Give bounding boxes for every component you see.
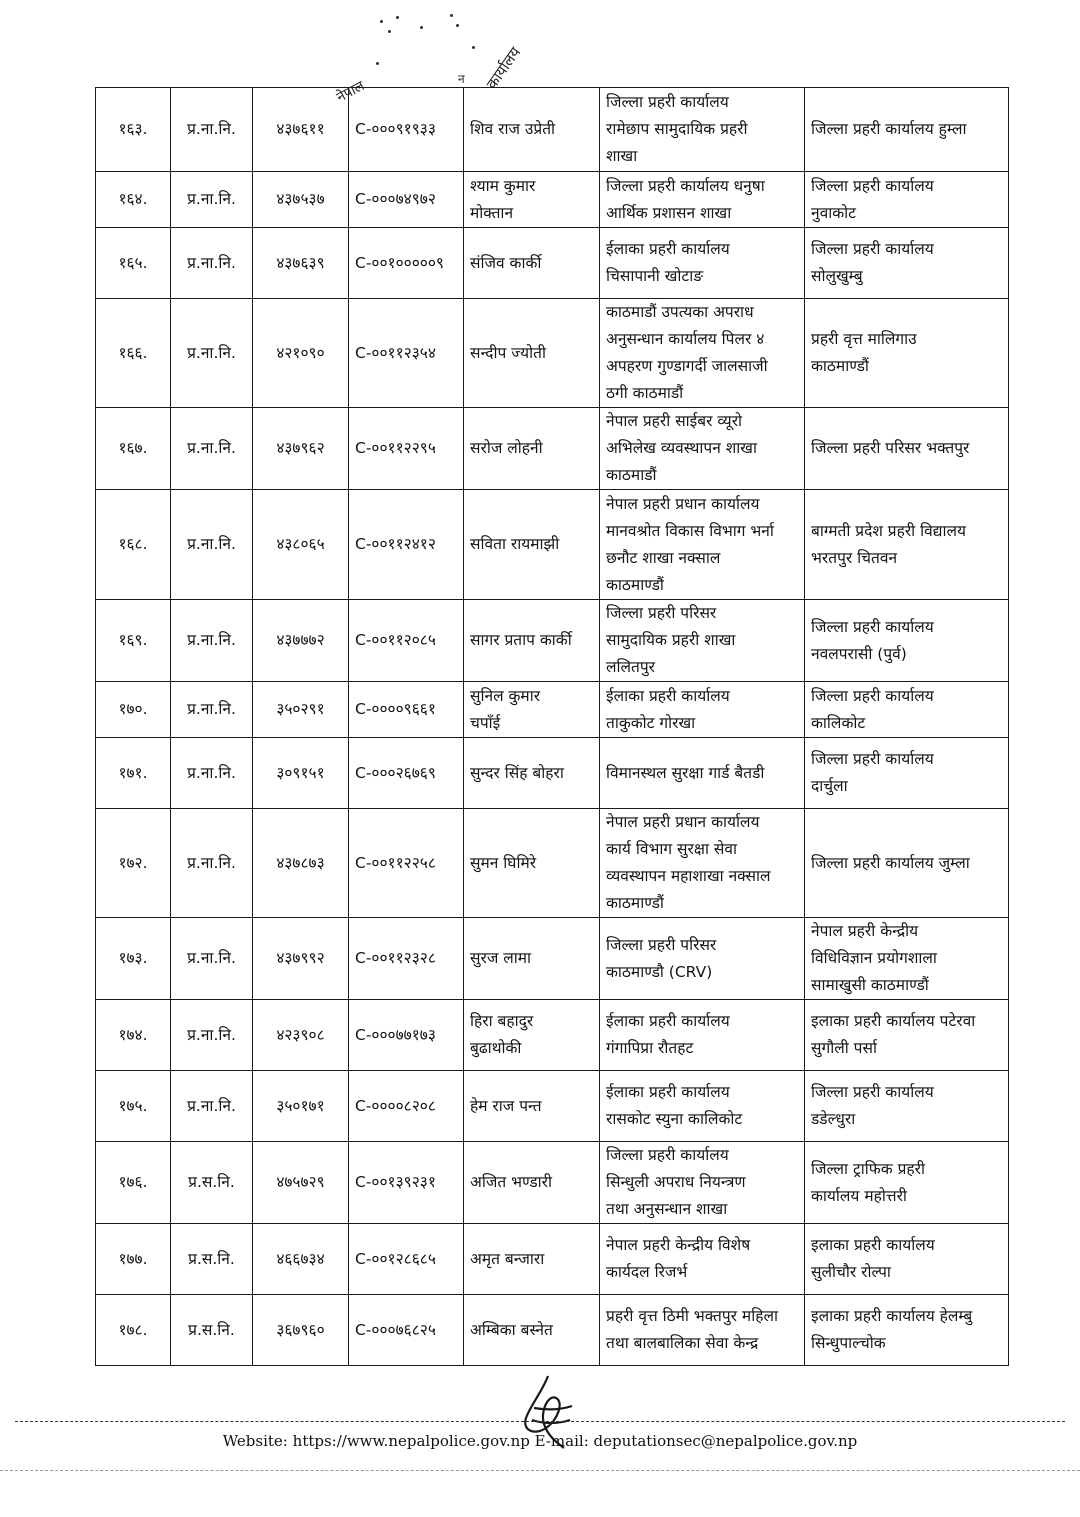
badge-number-cell: ४३७६११ <box>253 88 349 172</box>
serial-number-cell: १७२. <box>96 809 171 918</box>
new-office-cell-line: सोलुखुम्बु <box>811 267 863 285</box>
code-number-cell: C-००११२३५४ <box>349 299 464 408</box>
current-office-cell-line: प्रहरी वृत्त ठिमी भक्तपुर महिला <box>606 1307 778 1325</box>
current-office-cell-line: काठमाण्डौ (CRV) <box>606 962 713 981</box>
current-office-cell <box>600 88 805 172</box>
current-office-cell-line: ईलाका प्रहरी कार्यालय <box>606 240 730 258</box>
current-office-cell-line: छनौट शाखा नक्साल <box>606 548 721 567</box>
new-office-cell <box>805 1000 1009 1071</box>
name-cell <box>464 682 600 738</box>
new-office-cell-line: नेपाल प्रहरी केन्द्रीय <box>811 922 919 940</box>
new-office-cell <box>805 918 1009 1000</box>
rank-cell: प्र.ना.नि. <box>171 172 253 228</box>
new-office-cell <box>805 408 1009 490</box>
current-office-cell-line: गंगापिप्रा रौतहट <box>606 1039 694 1057</box>
stamp-text-mid: न <box>458 72 465 86</box>
website-link[interactable]: https://www.nepalpolice.gov.np <box>292 1432 530 1450</box>
code-number-cell: C-००१०००००९ <box>349 228 464 299</box>
name-cell-line: अम्बिका बस्नेत <box>470 1320 553 1339</box>
current-office-cell-line: काठमाण्डौं <box>606 575 664 594</box>
current-office-cell-line: जिल्ला प्रहरी कार्यालय धनुषा <box>606 176 765 195</box>
badge-number-cell: ४६६७३४ <box>253 1224 349 1295</box>
current-office-cell-line: तथा बालबालिका सेवा केन्द्र <box>606 1334 759 1352</box>
current-office-cell-line: ठगी काठमाडौं <box>606 384 684 402</box>
code-number-cell: C-००११२४१२ <box>349 490 464 600</box>
current-office-cell <box>600 1000 805 1071</box>
current-office-cell-line: चिसापानी खोटाङ <box>606 267 704 285</box>
new-office-cell <box>805 228 1009 299</box>
code-number-cell: C-००००९६६१ <box>349 682 464 738</box>
new-office-cell-line: नुवाकोट <box>811 203 856 222</box>
rank-cell: प्र.स.नि. <box>171 1142 253 1224</box>
table-row <box>96 299 1009 408</box>
serial-number-cell: १६३. <box>96 88 171 172</box>
code-number-cell: C-०००७७१७३ <box>349 1000 464 1071</box>
new-office-cell-line: इलाका प्रहरी कार्यालय <box>811 1236 935 1254</box>
new-office-cell-line: कालिकोट <box>811 713 866 732</box>
serial-number-cell: १६६. <box>96 299 171 408</box>
rank-cell: प्र.ना.नि. <box>171 738 253 809</box>
name-cell <box>464 1224 600 1295</box>
current-office-cell <box>600 408 805 490</box>
current-office-cell-line: तथा अनुसन्धान शाखा <box>606 1200 728 1218</box>
new-office-cell-line: जिल्ला प्रहरी कार्यालय जुम्ला <box>811 853 970 872</box>
badge-number-cell: ३५०२९१ <box>253 682 349 738</box>
badge-number-cell: ४२१०९० <box>253 299 349 408</box>
table-row <box>96 682 1009 738</box>
current-office-cell <box>600 1142 805 1224</box>
current-office-cell <box>600 738 805 809</box>
current-office-cell-line: ईलाका प्रहरी कार्यालय <box>606 1012 730 1030</box>
name-cell-line: श्याम कुमार <box>470 176 536 195</box>
new-office-cell <box>805 88 1009 172</box>
new-office-cell-line: कार्यालय महोत्तरी <box>811 1186 907 1205</box>
name-cell <box>464 228 600 299</box>
badge-number-cell: ३६७९६० <box>253 1295 349 1366</box>
serial-number-cell: १७०. <box>96 682 171 738</box>
current-office-cell-line: सामुदायिक प्रहरी शाखा <box>606 631 736 649</box>
name-cell <box>464 490 600 600</box>
current-office-cell <box>600 918 805 1000</box>
new-office-cell-line: काठमाण्डौं <box>811 357 869 375</box>
new-office-cell-line: भरतपुर चितवन <box>811 548 898 567</box>
current-office-cell-line: अभिलेख व्यवस्थापन शाखा <box>606 439 757 457</box>
name-cell <box>464 1000 600 1071</box>
new-office-cell-line: नवलपरासी (पुर्व) <box>811 644 907 663</box>
rank-cell: प्र.ना.नि. <box>171 918 253 1000</box>
current-office-cell <box>600 1295 805 1366</box>
badge-number-cell: ४२३९०८ <box>253 1000 349 1071</box>
new-office-cell-line: डडेल्धुरा <box>811 1110 856 1128</box>
name-cell-line: सुनिल कुमार <box>470 686 541 705</box>
rank-cell: प्र.ना.नि. <box>171 682 253 738</box>
current-office-cell-line: नेपाल प्रहरी प्रधान कार्यालय <box>606 813 760 831</box>
name-cell <box>464 1295 600 1366</box>
new-office-cell <box>805 809 1009 918</box>
table-row <box>96 1071 1009 1142</box>
name-cell-line: सागर प्रताप कार्की <box>470 631 572 649</box>
current-office-cell-line: रासकोट स्युना कालिकोट <box>606 1110 743 1128</box>
name-cell <box>464 918 600 1000</box>
current-office-cell <box>600 172 805 228</box>
new-office-cell-line: जिल्ला ट्राफिक प्रहरी <box>811 1159 925 1178</box>
name-cell <box>464 88 600 172</box>
new-office-cell-line: जिल्ला प्रहरी कार्यालय <box>811 1083 934 1101</box>
new-office-cell-line: जिल्ला प्रहरी कार्यालय <box>811 750 934 768</box>
badge-number-cell: ४७५७२९ <box>253 1142 349 1224</box>
current-office-cell-line: मानवश्रोत विकास विभाग भर्ना <box>606 521 774 540</box>
new-office-cell-line: जिल्ला प्रहरी कार्यालय हुम्ला <box>811 120 967 138</box>
code-number-cell: C-००१२८६८५ <box>349 1224 464 1295</box>
new-office-cell-line: विधिविज्ञान प्रयोगशाला <box>811 949 937 967</box>
new-office-cell-line: इलाका प्रहरी कार्यालय पटेरवा <box>811 1012 976 1030</box>
name-cell-line: सुरज लामा <box>470 949 532 967</box>
current-office-cell <box>600 809 805 918</box>
new-office-cell-line: सिन्धुपाल्चोक <box>811 1334 886 1352</box>
name-cell-line: चपाँई <box>470 713 501 732</box>
new-office-cell <box>805 738 1009 809</box>
table-row <box>96 1142 1009 1224</box>
badge-number-cell: ४३७७७२ <box>253 600 349 682</box>
footer <box>0 1432 1080 1450</box>
code-number-cell: C-००११२०८५ <box>349 600 464 682</box>
current-office-cell-line: काठमाडौं उपत्यका अपराध <box>606 303 754 321</box>
new-office-cell-line: सुलीचौर रोल्पा <box>811 1263 891 1281</box>
badge-number-cell: ३०९१५१ <box>253 738 349 809</box>
name-cell-line: संजिव कार्की <box>470 253 542 272</box>
current-office-cell-line: ललितपुर <box>606 658 656 676</box>
current-office-cell <box>600 490 805 600</box>
code-number-cell: C-००११२३२८ <box>349 918 464 1000</box>
current-office-cell-line: कार्यदल रिजर्भ <box>606 1263 688 1281</box>
current-office-cell-line: जिल्ला प्रहरी कार्यालय <box>606 1146 729 1164</box>
name-cell-line: हिरा बहादुर <box>470 1012 534 1030</box>
rank-cell: प्र.ना.नि. <box>171 228 253 299</box>
new-office-cell-line: बाग्मती प्रदेश प्रहरी विद्यालय <box>811 521 967 540</box>
current-office-cell <box>600 299 805 408</box>
badge-number-cell: ४३७८७३ <box>253 809 349 918</box>
new-office-cell <box>805 600 1009 682</box>
badge-number-cell: ४३८०६५ <box>253 490 349 600</box>
name-cell-line: सुमन घिमिरे <box>470 853 537 872</box>
table-row <box>96 809 1009 918</box>
new-office-cell-line: दार्चुला <box>811 777 848 795</box>
new-office-cell <box>805 1142 1009 1224</box>
current-office-cell-line: काठमाडौं <box>606 466 657 484</box>
badge-number-cell: ४३७९९२ <box>253 918 349 1000</box>
rank-cell: प्र.ना.नि. <box>171 809 253 918</box>
stamp-text-right: कार्यालय <box>482 43 525 93</box>
code-number-cell: C-००११२२५८ <box>349 809 464 918</box>
current-office-cell <box>600 1071 805 1142</box>
name-cell-line: सुन्दर सिंह बोहरा <box>470 763 564 782</box>
current-office-cell-line: कार्य विभाग सुरक्षा सेवा <box>606 840 738 858</box>
current-office-cell-line: ईलाका प्रहरी कार्यालय <box>606 1083 730 1101</box>
new-office-cell-line: जिल्ला प्रहरी परिसर भक्तपुर <box>811 439 970 457</box>
code-number-cell: C-०००२६७६९ <box>349 738 464 809</box>
current-office-cell-line: नेपाल प्रहरी प्रधान कार्यालय <box>606 494 760 513</box>
email-link[interactable]: deputationsec@nepalpolice.gov.np <box>593 1432 858 1450</box>
current-office-cell-line: जिल्ला प्रहरी परिसर <box>606 935 717 954</box>
serial-number-cell: १७६. <box>96 1142 171 1224</box>
current-office-cell <box>600 1224 805 1295</box>
name-cell-line: मोक्तान <box>470 203 514 222</box>
badge-number-cell: ३५०१७१ <box>253 1071 349 1142</box>
current-office-cell-line: ईलाका प्रहरी कार्यालय <box>606 686 730 705</box>
name-cell-line: शिव राज उप्रेती <box>470 120 556 138</box>
current-office-cell-line: रामेछाप सामुदायिक प्रहरी <box>606 120 748 138</box>
current-office-cell-line: सिन्धुली अपराध नियन्त्रण <box>606 1173 746 1191</box>
name-cell <box>464 172 600 228</box>
badge-number-cell: ४३७९६२ <box>253 408 349 490</box>
stamp-text-top: नेपाल <box>334 78 368 106</box>
serial-number-cell: १७८. <box>96 1295 171 1366</box>
current-office-cell-line: ताकुकोट गोरखा <box>606 713 696 732</box>
current-office-cell-line: नेपाल प्रहरी केन्द्रीय विशेष <box>606 1236 751 1254</box>
serial-number-cell: १६७. <box>96 408 171 490</box>
serial-number-cell: १७४. <box>96 1000 171 1071</box>
table-row <box>96 88 1009 172</box>
current-office-cell-line: जिल्ला प्रहरी परिसर <box>606 604 717 622</box>
current-office-cell <box>600 600 805 682</box>
new-office-cell <box>805 299 1009 408</box>
rank-cell: प्र.ना.नि. <box>171 88 253 172</box>
name-cell <box>464 1071 600 1142</box>
new-office-cell-line: जिल्ला प्रहरी कार्यालय <box>811 617 934 636</box>
serial-number-cell: १७५. <box>96 1071 171 1142</box>
serial-number-cell: १७१. <box>96 738 171 809</box>
current-office-cell <box>600 682 805 738</box>
code-number-cell: C-०००७६८२५ <box>349 1295 464 1366</box>
new-office-cell-line: जिल्ला प्रहरी कार्यालय <box>811 686 934 705</box>
current-office-cell-line: आर्थिक प्रशासन शाखा <box>606 203 732 222</box>
rank-cell: प्र.ना.नि. <box>171 1071 253 1142</box>
new-office-cell <box>805 1224 1009 1295</box>
new-office-cell <box>805 1295 1009 1366</box>
table-row <box>96 600 1009 682</box>
current-office-cell-line: अनुसन्धान कार्यालय पिलर ४ <box>606 330 765 348</box>
current-office-cell-line: जिल्ला प्रहरी कार्यालय <box>606 93 729 111</box>
rank-cell: प्र.ना.नि. <box>171 490 253 600</box>
serial-number-cell: १६४. <box>96 172 171 228</box>
badge-number-cell: ४३७५३७ <box>253 172 349 228</box>
table-row <box>96 172 1009 228</box>
current-office-cell-line: शाखा <box>606 147 638 165</box>
new-office-cell <box>805 490 1009 600</box>
code-number-cell: C-००१३९२३१ <box>349 1142 464 1224</box>
table-row <box>96 490 1009 600</box>
email-label: E-mail: <box>534 1432 589 1450</box>
serial-number-cell: १७७. <box>96 1224 171 1295</box>
name-cell-line: बुढाथोकी <box>470 1039 522 1057</box>
serial-number-cell: १६८. <box>96 490 171 600</box>
current-office-cell-line: नेपाल प्रहरी साईबर व्यूरो <box>606 412 743 430</box>
name-cell-line: अजित भण्डारी <box>470 1173 553 1191</box>
name-cell <box>464 1142 600 1224</box>
name-cell <box>464 408 600 490</box>
new-office-cell-line: इलाका प्रहरी कार्यालय हेलम्बु <box>811 1307 973 1325</box>
name-cell-line: सरोज लोहनी <box>470 439 543 457</box>
new-office-cell-line: प्रहरी वृत्त मालिगाउ <box>811 330 917 348</box>
table-row <box>96 738 1009 809</box>
name-cell <box>464 600 600 682</box>
rank-cell: प्र.ना.नि. <box>171 408 253 490</box>
table-row <box>96 1224 1009 1295</box>
current-office-cell <box>600 228 805 299</box>
current-office-cell-line: अपहरण गुण्डागर्दी जालसाजी <box>606 357 768 375</box>
name-cell-line: सन्दीप ज्योती <box>470 343 546 362</box>
rank-cell: प्र.स.नि. <box>171 1224 253 1295</box>
new-office-cell <box>805 682 1009 738</box>
rank-cell: प्र.ना.नि. <box>171 600 253 682</box>
new-office-cell-line: जिल्ला प्रहरी कार्यालय <box>811 240 934 258</box>
table-row <box>96 1000 1009 1071</box>
table-row <box>96 228 1009 299</box>
current-office-cell-line: विमानस्थल सुरक्षा गार्ड बैतडी <box>606 763 765 782</box>
code-number-cell: C-००११२२९५ <box>349 408 464 490</box>
new-office-cell-line: सामाखुसी काठमाण्डौं <box>811 976 929 994</box>
serial-number-cell: १७३. <box>96 918 171 1000</box>
name-cell-line: सविता रायमाझी <box>470 535 560 553</box>
new-office-cell-line: जिल्ला प्रहरी कार्यालय <box>811 176 934 195</box>
new-office-cell <box>805 172 1009 228</box>
name-cell <box>464 809 600 918</box>
rank-cell: प्र.स.नि. <box>171 1295 253 1366</box>
footer-divider <box>15 1421 1065 1422</box>
badge-number-cell: ४३७६३९ <box>253 228 349 299</box>
serial-number-cell: १६५. <box>96 228 171 299</box>
deputation-table <box>95 87 1009 1366</box>
name-cell-line: अमृत बन्जारा <box>470 1249 545 1268</box>
table-row <box>96 918 1009 1000</box>
code-number-cell: C-०००९१९३३ <box>349 88 464 172</box>
name-cell-line: हेम राज पन्त <box>470 1096 542 1115</box>
table-row <box>96 408 1009 490</box>
website-label: Website: <box>222 1432 288 1450</box>
current-office-cell-line: काठमाण्डौं <box>606 894 664 912</box>
rank-cell: प्र.ना.नि. <box>171 1000 253 1071</box>
bottom-dashed-rule <box>0 1470 1080 1471</box>
code-number-cell: C-०००७४९७२ <box>349 172 464 228</box>
current-office-cell-line: व्यवस्थापन महाशाखा नक्साल <box>606 867 771 885</box>
code-number-cell: C-००००८२०८ <box>349 1071 464 1142</box>
new-office-cell-line: सुगौली पर्सा <box>811 1039 877 1057</box>
rank-cell: प्र.ना.नि. <box>171 299 253 408</box>
name-cell <box>464 299 600 408</box>
name-cell <box>464 738 600 809</box>
table-row <box>96 1295 1009 1366</box>
serial-number-cell: १६९. <box>96 600 171 682</box>
new-office-cell <box>805 1071 1009 1142</box>
